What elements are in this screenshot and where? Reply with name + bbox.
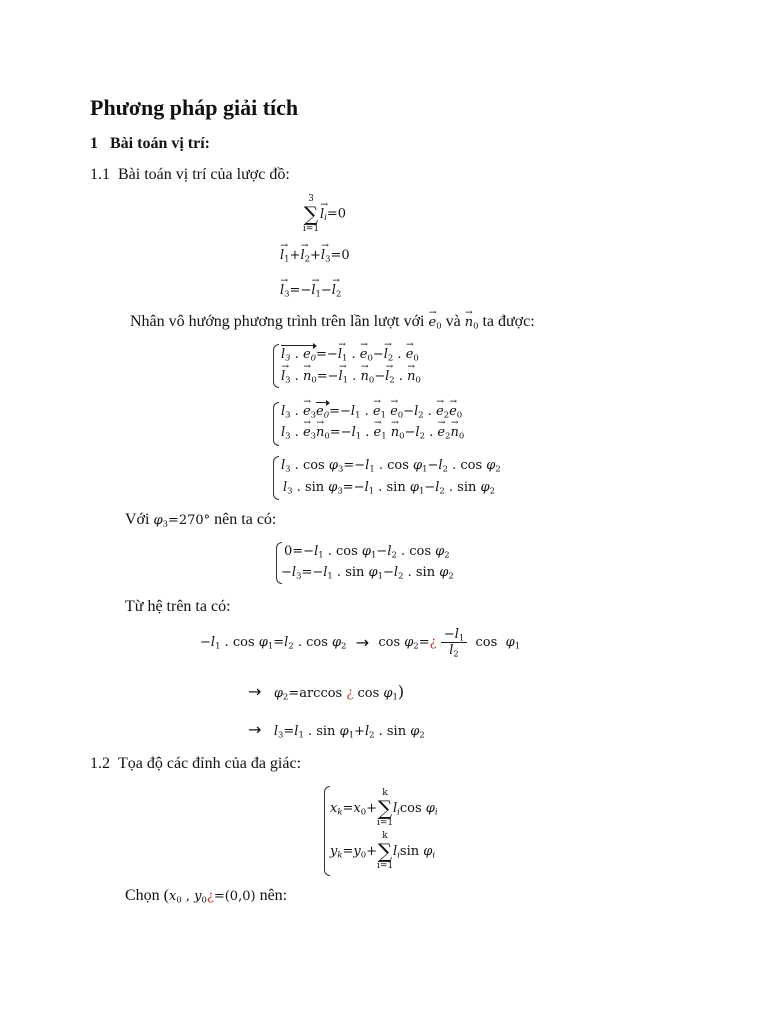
- equation-cos-phi2: $-l_1$ . $\cos \varphi_1=l_2$ . $\cos \varphi_2 \to \cos$ $\varphi_2=¿$ $\frac{-l_1}{l_2}$ $\cos \varphi_1$: [200, 627, 521, 659]
- system4-line2: $-l_3=-l_1$ . $\sin \varphi_1-l_2$ . $\sin \varphi_2$: [281, 565, 454, 581]
- system1-line2: → $l_3$ . → $n_0=-\to l_1$ . → $n_0-\to l_2$ . → $n_0$: [281, 369, 421, 384]
- system3-line1: $l_3$ . $\cos \varphi_3=-l_1$ . $\cos \varphi_1-l_2$ . $\cos \varphi_2$: [281, 458, 501, 474]
- equation-l3-result: → $l_3=l_1$ . $\sin \varphi_1+l_2$ . $\sin \varphi_2$: [248, 720, 425, 740]
- equation-vector-sum: 3 ∑ i=1 → $l_i=0$: [302, 194, 346, 234]
- brace: [273, 402, 279, 446]
- brace: [273, 344, 279, 388]
- text-choose-origin: Chọn ($x_0$ , $y_0¿=(0,0)$ nên:: [125, 887, 288, 905]
- section-heading-1: 1 Bài toán vị trí:: [90, 135, 210, 152]
- text-with-phi3: Với $\varphi_3=270^\circ$ nên ta có:: [125, 511, 277, 529]
- text-dot-product: Nhân vô hướng phương trình trên lần lượt với → $e_0$ và → $n_0$ ta được:: [130, 313, 535, 331]
- text-from-system: Từ hệ trên ta có:: [125, 598, 231, 615]
- equation-phi2-arccos: → $\varphi_2=\arccos$ ¿ $\cos \varphi_1$): [248, 682, 405, 702]
- page-title: Phương pháp giải tích: [90, 95, 299, 120]
- system2-line2: $l_3$ . → $e_3\to n_0=-l_1$ . → $e_1 \to n_0-l_2$ . → $e_2\to n_0$: [281, 425, 464, 440]
- equation-l3: → $l_3=-\to l_1-\to l_2$: [280, 283, 341, 298]
- system4-line1: $0=-l_1$ . $\cos \varphi_1-l_2$ . $\cos \varphi_2$: [284, 544, 450, 560]
- brace: [273, 456, 279, 500]
- section-heading-1-1: 1.1 Bài toán vị trí của lược đồ:: [90, 166, 290, 183]
- equation-yk: $y_k=y_0+$ k ∑ i=1 $l_i\sin$ $\varphi_i$: [330, 831, 436, 871]
- equation-xk: $x_k=x_0+$ k ∑ i=1 $l_i\cos$ $\varphi_i$: [330, 788, 438, 828]
- section-heading-1-2: 1.2 Tọa độ các đỉnh của đa giác:: [90, 755, 302, 772]
- equation-l1-l2-l3: → $l_1+\to l_2+\to l_3=0$: [280, 248, 350, 263]
- system1-line1: $l_3$ . $e_0=-\to l_1$ . → $e_0-\to l_2$ . → $e_0$: [281, 347, 419, 362]
- system2-line1: $l_3$ . → $e_3e_0=-l_1$ . → $e_1 \to e_0-l_2$ . → $e_2\to e_0$: [281, 404, 462, 419]
- system3-line2: $l_3$ . $\sin \varphi_3=-l_1$ . $\sin \varphi_1-l_2$ . $\sin \varphi_2$: [283, 480, 495, 496]
